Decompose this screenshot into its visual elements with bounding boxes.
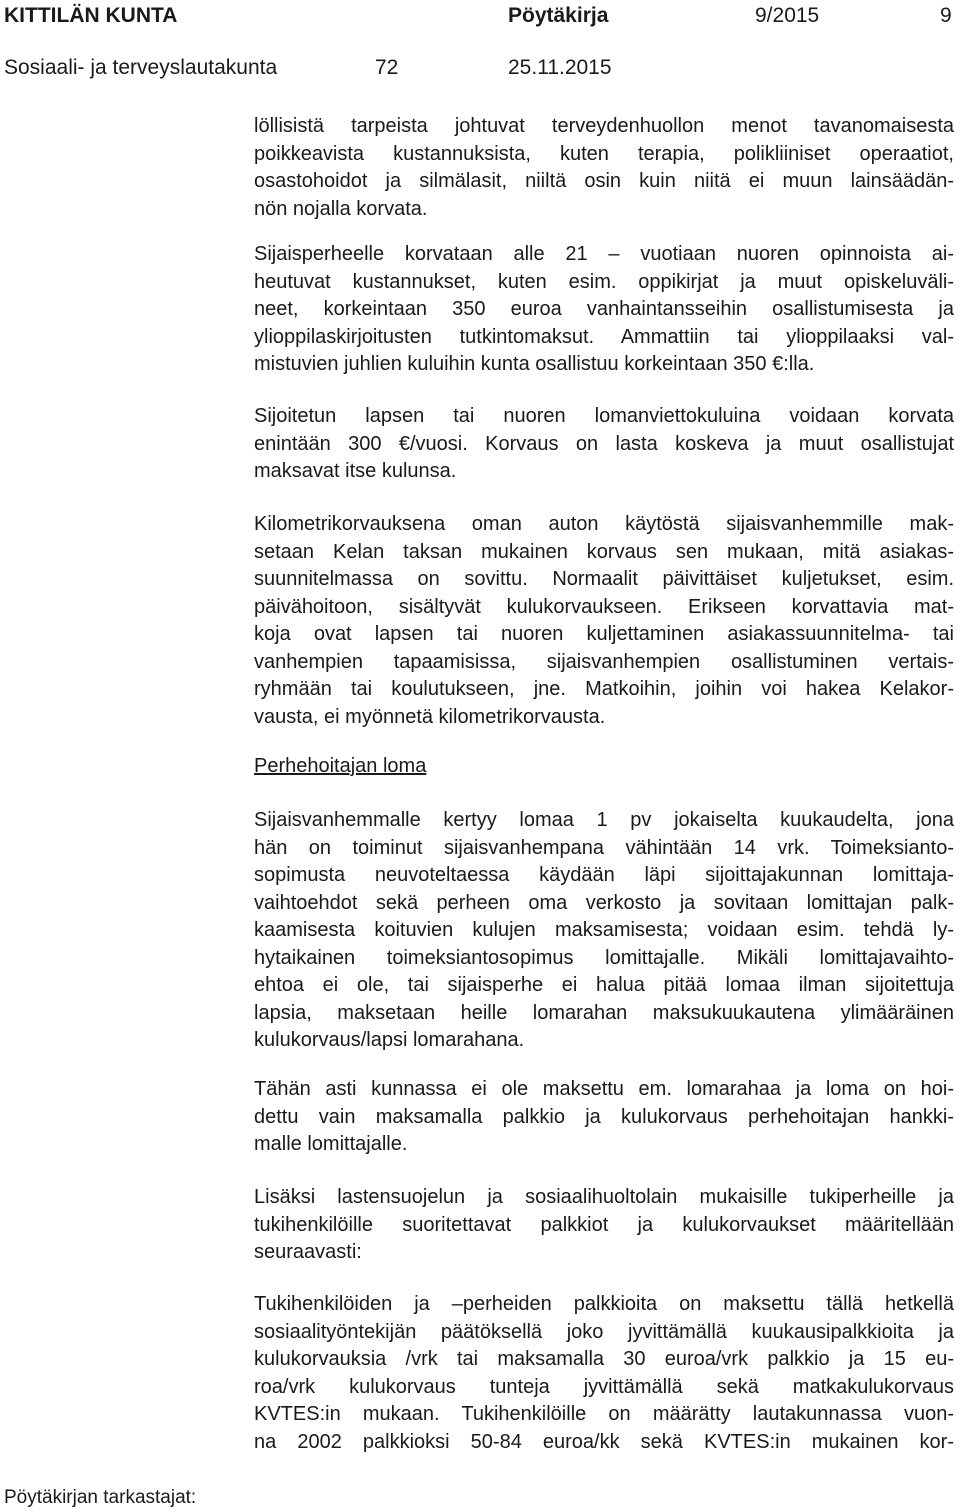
paragraph-medical-costs: [254, 113, 954, 223]
paragraph-holiday-payment-status: [254, 1076, 954, 1159]
document-number: 9/2015: [755, 4, 820, 27]
text-line: ryhmään tai koulutukseen, jne. Matkoihin, joihin voi hakea Kelakor-: [254, 678, 954, 700]
text-line: hytaikainen toimeksiantosopimus lomittajalle. Mikäli lomittajavaihto-: [254, 946, 954, 969]
organization-name: KITTILÄN KUNTA: [4, 4, 178, 27]
text-line: setaan Kelan taksan mukainen korvaus sen mukaan, mitä asiakas-: [254, 540, 954, 563]
text-line: hän on toiminut sijaisvanhempana vähintään 14 vrk. Toimeksianto-: [254, 836, 954, 859]
text-line: päivähoitoon, sisältyvät kulukorvaukseen. Erikseen korvattavia mat-: [254, 595, 954, 618]
text-line: roa/vrk kulukorvaus tunteja jyvittämällä sekä matkakulukorvaus: [254, 1375, 954, 1398]
text-line: Tukihenkilöiden ja –perheiden palkkioita on maksettu tällä hetkellä: [254, 1293, 954, 1315]
text-line: sopimusta neuvoteltaessa käydään läpi sijoittajakunnan lomittaja-: [254, 864, 954, 886]
text-line: tukihenkilöille suoritettavat palkkiot ja kulukorvaukset määritellään: [254, 1213, 954, 1236]
text-line: dettu vain maksamalla palkkio ja kulukorvaus perhehoitajan hankki-: [254, 1105, 954, 1128]
section-heading-caregiver-holiday: [254, 753, 954, 781]
meeting-date: 25.11.2015: [508, 56, 612, 79]
text-line: na 2002 palkkioksi 50-84 euroa/kk sekä KVTES:in mukainen kor-: [254, 1430, 954, 1453]
text-line: kulukorvauksia /vrk tai maksamalla 30 euroa/vrk palkkio ja 15 eu-: [254, 1348, 954, 1370]
footer-inspectors-label: Pöytäkirjan tarkastajat:: [4, 1487, 197, 1508]
section-heading: Perhehoitajan loma: [254, 755, 427, 777]
paragraph-mileage-allowance: [254, 511, 954, 731]
text-line: Sijoitetun lapsen tai nuoren lomanviettokuluina voidaan korvata: [254, 405, 954, 427]
text-line: malle lomittajalle.: [254, 1133, 408, 1155]
text-line: heutuvat kustannukset, kuten esim. oppikirjat ja muut opiskeluväli-: [254, 270, 954, 293]
text-line: ylioppilaskirjoitusten tutkintomaksut. Ammattiin tai ylioppilaaksi val-: [254, 325, 954, 348]
text-line: maksavat itse kulunsa.: [254, 460, 457, 482]
text-line: suunnitelmassa on sovittu. Normaalit päivittäiset kuljetukset, esim.: [254, 568, 954, 590]
text-line: Sijaisvanhemmalle kertyy lomaa 1 pv jokaiselta kuukaudelta, jona: [254, 809, 954, 831]
text-line: neet, korkeintaan 350 euroa vanhaintansseihin osallistumisesta ja: [254, 298, 954, 320]
board-name: Sosiaali- ja terveyslautakunta: [4, 56, 278, 79]
paragraph-support-person-fees: [254, 1291, 954, 1456]
text-line: sosiaalityöntekijän päätöksellä joko jyvittämällä kuukausipalkkioita ja: [254, 1320, 954, 1343]
text-line: vaihtoehdot sekä perheen oma verkosto ja sovitaan lomittajan palk-: [254, 891, 954, 914]
section-number: 72: [375, 56, 399, 79]
text-line: ehtoa ei ole, tai sijaisperhe ei halua pitää lomaa ilman sijoitettuja: [254, 974, 954, 996]
paragraph-holiday-accrual: [254, 807, 954, 1055]
text-line: lapsia, maksetaan heille lomarahan maksukuukautena ylimääräinen: [254, 1001, 954, 1024]
text-line: enintään 300 €/vuosi. Korvaus on lasta koskeva ja muut osallistujat: [254, 432, 954, 455]
text-line: osastohoidot ja silmälasit, niiltä osin kuin niitä ei muun lainsäädän-: [254, 170, 954, 192]
text-line: löllisistä tarpeista johtuvat terveydenhuollon menot tavanomaisesta: [254, 115, 954, 137]
text-line: Tähän asti kunnassa ei ole maksettu em. lomarahaa ja loma on hoi-: [254, 1078, 954, 1100]
text-line: seuraavasti:: [254, 1241, 362, 1263]
text-line: KVTES:in mukaan. Tukihenkilöille on määrätty lautakunnassa vuon-: [254, 1403, 954, 1425]
text-line: mistuvien juhlien kuluihin kunta osallistuu korkeintaan 350 €:lla.: [254, 353, 815, 375]
text-line: vausta, ei myönnetä kilometrikorvausta.: [254, 705, 606, 728]
text-line: vanhempien tapaamisissa, sijaisvanhempien osallistuminen vertais-: [254, 650, 954, 673]
text-line: koja ovat lapsen tai nuoren kuljettaminen asiakassuunnitelma- tai: [254, 623, 954, 645]
paragraph-holiday-costs: [254, 403, 954, 486]
text-line: kulukorvaus/lapsi lomarahana.: [254, 1029, 525, 1051]
text-line: Lisäksi lastensuojelun ja sosiaalihuoltolain mukaisille tukiperheille ja: [254, 1186, 954, 1208]
paragraph-support-families: [254, 1184, 954, 1267]
text-line: nön nojalla korvata.: [254, 197, 428, 220]
text-line: poikkeavista kustannuksista, kuten terapia, polikliiniset operaatiot,: [254, 142, 954, 165]
paragraph-study-costs: [254, 241, 954, 379]
text-line: kaamisesta koituvien kulujen maksamisesta; voidaan esim. tehdä ly-: [254, 919, 954, 941]
text-line: Kilometrikorvauksena oman auton käytöstä sijaisvanhemmille mak-: [254, 513, 954, 535]
document-type: Pöytäkirja: [508, 4, 609, 27]
page-number: 9: [940, 4, 952, 27]
text-line: Sijaisperheelle korvataan alle 21 – vuotiaan nuoren opinnoista ai-: [254, 243, 954, 265]
